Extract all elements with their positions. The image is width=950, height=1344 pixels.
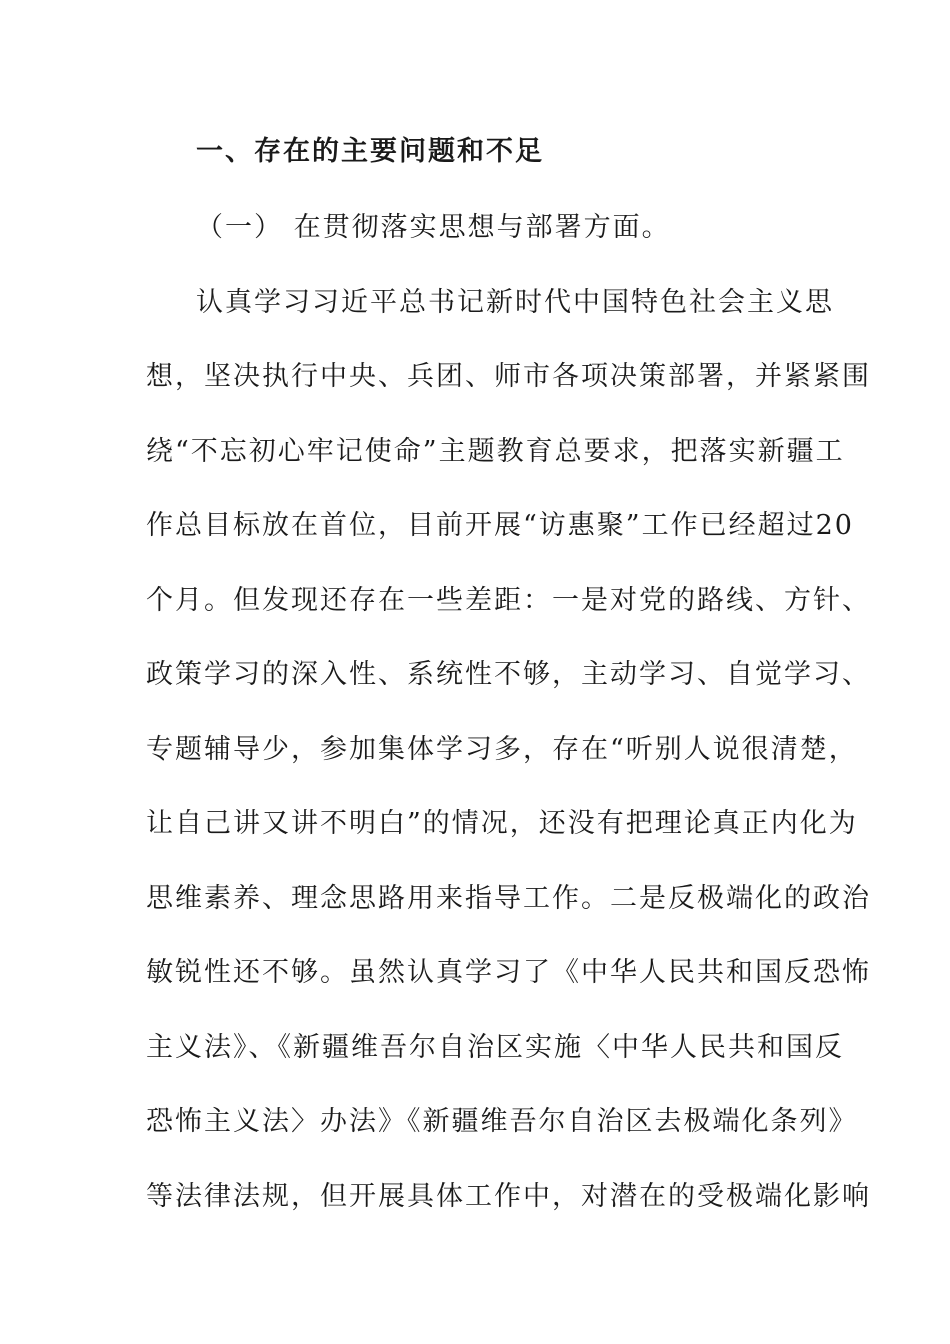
- paragraph-line: 等法律法规，但开展具体工作中，对潜在的受极端化影响: [146, 1181, 871, 1212]
- paragraph-line: 恐怖主义法〉办法》《新疆维吾尔自治区去极端化条列》: [146, 1106, 858, 1137]
- subsection-heading: （一） 在贯彻落实思想与部署方面。: [196, 212, 671, 243]
- section-heading: 一、存在的主要问题和不足: [196, 136, 544, 167]
- paragraph-line: 个月。但发现还存在一些差距：一是对党的路线、方针、: [146, 585, 871, 616]
- paragraph-line: 绕“不忘初心牢记使命”主题教育总要求，把落实新疆工: [146, 436, 845, 467]
- paragraph-line: 认真学习习近平总书记新时代中国特色社会主义思: [196, 287, 834, 318]
- paragraph-line: 专题辅导少，参加集体学习多，存在“听别人说很清楚，: [146, 734, 858, 765]
- paragraph-line: 主义法》、《新疆维吾尔自治区实施〈中华人民共和国反: [146, 1032, 844, 1063]
- paragraph-line: 作总目标放在首位，目前开展“访惠聚”工作已经超过20: [146, 510, 854, 541]
- paragraph-line: 思维素养、理念思路用来指导工作。二是反极端化的政治: [146, 883, 871, 914]
- paragraph-line: 让自己讲又讲不明白”的情况，还没有把理论真正内化为: [146, 808, 858, 839]
- paragraph-line: 政策学习的深入性、系统性不够，主动学习、自觉学习、: [146, 659, 871, 690]
- paragraph-line: 想，坚决执行中央、兵团、师市各项决策部署，并紧紧围: [146, 361, 871, 392]
- paragraph-line: 敏锐性还不够。虽然认真学习了《中华人民共和国反恐怖: [146, 957, 871, 988]
